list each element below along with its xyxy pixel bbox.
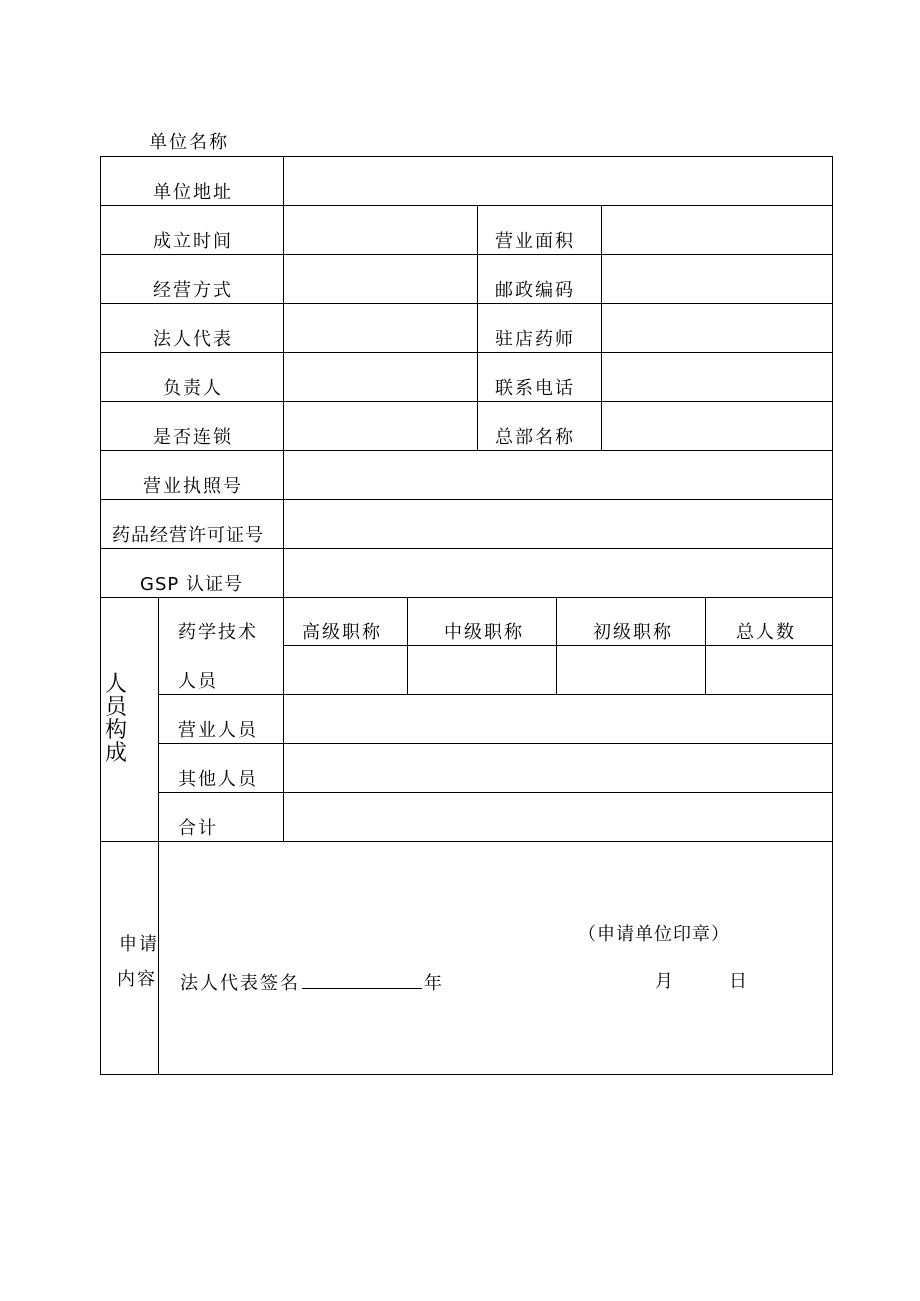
table-line [100,597,833,598]
founded-input[interactable] [285,207,476,253]
chain-input[interactable] [285,403,476,449]
total-people-label: 总人数 [736,622,796,643]
table-line [158,694,833,695]
year-label: 年 [424,973,444,994]
phone-input[interactable] [603,354,831,400]
area-label: 营业面积 [495,231,575,252]
sales-staff-label: 营业人员 [178,720,258,741]
table-line [100,499,833,500]
table-line [100,303,833,304]
middle-title-label: 中级职称 [444,622,524,643]
day-label: 日 [729,971,749,992]
table-line [100,156,101,1075]
table-line [100,450,833,451]
signature-row [180,972,444,994]
month-label: 月 [655,971,675,992]
license-input[interactable] [285,452,831,498]
application-label-line2: 内容 [117,969,157,990]
area-input[interactable] [603,207,831,253]
table-line [158,792,833,793]
table-line [100,352,833,353]
chain-label: 是否连锁 [153,427,233,448]
gsp-input[interactable] [285,550,831,596]
table-line [158,597,159,1075]
sales-staff-input[interactable] [285,696,831,742]
table-line [477,205,478,450]
staff-section-label [103,673,129,765]
address-label: 单位地址 [153,182,233,203]
table-line [100,1074,833,1075]
table-line [100,156,833,157]
middle-count-input[interactable] [409,647,555,693]
hq-input[interactable] [603,403,831,449]
table-line [158,743,833,744]
mode-input[interactable] [285,256,476,302]
staff-section-text: 人员构成 [104,672,127,766]
postcode-label: 邮政编码 [495,280,575,301]
table-line [100,841,833,842]
pharmacist-input[interactable] [603,305,831,351]
table-line [601,205,602,450]
drug-permit-input[interactable] [285,501,831,547]
legal-rep-input[interactable] [285,305,476,351]
senior-title-label: 高级职称 [302,622,382,643]
pharmacist-label: 驻店药师 [495,329,575,350]
manager-label: 负责人 [163,378,223,399]
gsp-label: GSP 认证号 [140,574,243,595]
postcode-input[interactable] [603,256,831,302]
mode-label: 经营方式 [153,280,233,301]
junior-title-label: 初级职称 [593,622,673,643]
table-line [100,254,833,255]
other-staff-input[interactable] [285,745,831,791]
sum-label: 合计 [178,818,218,839]
table-line [100,548,833,549]
application-content-input[interactable] [160,843,831,923]
table-line [832,156,833,1075]
address-input[interactable] [285,158,831,204]
founded-label: 成立时间 [153,231,233,252]
table-line [705,597,706,695]
signature-label: 法人代表签名 [180,973,300,994]
unit-name-input[interactable] [230,128,610,154]
sum-input[interactable] [285,794,831,840]
table-line [283,645,833,646]
phone-label: 联系电话 [495,378,575,399]
table-line [100,401,833,402]
pharma-tech-label-line2: 人员 [178,671,218,692]
application-label-line1: 申请 [119,934,159,955]
unit-name-label: 单位名称 [149,132,229,153]
pharma-tech-label-line1: 药学技术 [178,622,258,643]
legal-rep-label: 法人代表 [153,329,233,350]
table-line [100,205,833,206]
hq-label: 总部名称 [495,427,575,448]
table-line [407,597,408,695]
table-line [556,597,557,695]
total-count-input[interactable] [707,647,831,693]
license-label: 营业执照号 [143,476,243,497]
manager-input[interactable] [285,354,476,400]
seal-text: （申请单位印章） [578,924,730,945]
senior-count-input[interactable] [285,647,406,693]
junior-count-input[interactable] [558,647,704,693]
other-staff-label: 其他人员 [178,769,258,790]
signature-line[interactable] [302,972,422,989]
table-line [283,156,284,842]
drug-permit-label: 药品经营许可证号 [112,525,264,546]
